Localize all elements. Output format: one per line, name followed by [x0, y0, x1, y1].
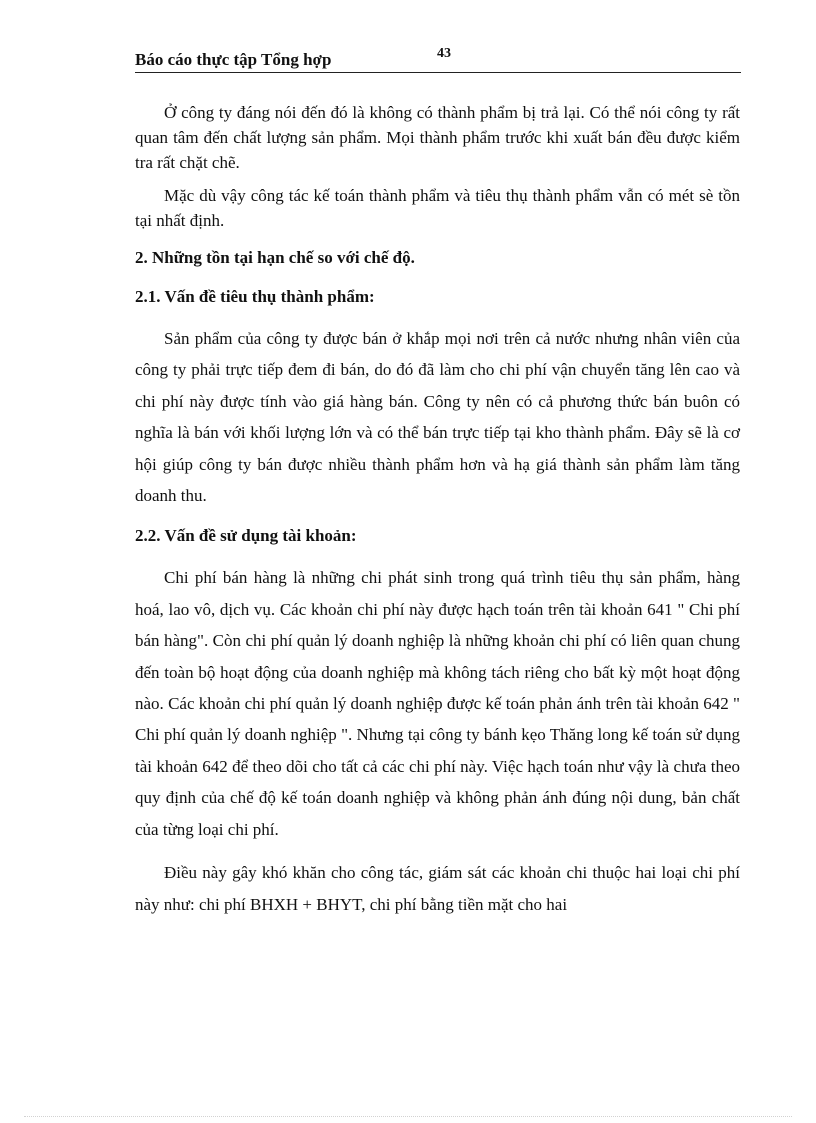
paragraph-account-usage: Chi phí bán hàng là những chi phát sinh trong quá trình tiêu thụ sản phẩm, hàng hoá, lao vô, dịch vụ. Các khoản chi phí này được hạch toán trên tài khoản 641 " Chi phí bán hàng". Còn chi phí quản lý doanh nghiệp là những khoản chi phí có liên quan chung đến toàn bộ hoạt động của doanh nghiệp mà không tách riêng cho bất kỳ một hoạt động nào. Các khoản chi phí quản lý doanh nghiệp được kế toán phản ánh trên tài khoản 642 " Chi phí quản lý doanh nghiệp ". Nhưng tại công ty bánh kẹo Thăng long kế toán sử dụng tài khoản 642 để theo dõi cho tất cả các chi phí này. Việc hạch toán như vậy là chưa theo quy định của chế độ kế toán doanh nghiệp và không phản ánh đúng nội dung, bản chất của từng loại chi phí.: [135, 568, 740, 839]
paragraph-difficulties: Điều này gây khó khăn cho công tác, giám sát các khoản chi thuộc hai loại chi phí này như: chi phí BHXH + BHYT, chi phí bằng tiền mặt cho hai: [135, 863, 740, 914]
paragraph-sales-issue: Sản phẩm của công ty được bán ở khắp mọi nơi trên cả nước nhưng nhân viên của công ty phải trực tiếp đem đi bán, do đó đã làm cho chi phí vận chuyển tăng lên cao và chi phí này được tính vào giá hàng bán. Công ty nên có cả phương thức bán buôn có nghĩa là bán với khối lượng lớn và có thể bán trực tiếp tại kho thành phẩm. Đây sẽ là cơ hội giúp công ty bán được nhiều thành phẩm hơn và hạ giá thành sản phẩm làm tăng doanh thu.: [135, 329, 740, 506]
report-title: Báo cáo thực tập Tổng hợp: [135, 50, 332, 69]
paragraph-no-returns: Ở công ty đáng nói đến đó là không có thành phẩm bị trả lại. Có thể nói công ty rất quan tâm đến chất lượng sản phẩm. Mọi thành phẩm trước khi xuất bán đều được kiểm tra rất chặt chẽ.: [135, 103, 740, 172]
paragraph-limitations: Mặc dù vậy công tác kế toán thành phẩm và tiêu thụ thành phẩm vẫn có mét sè tồn tại nhất định.: [135, 186, 740, 230]
page-bottom-border: [24, 1116, 792, 1117]
section-heading-2: 2. Những tồn tại hạn chế so với chế độ.: [135, 248, 415, 267]
section-heading-2-1: 2.1. Vấn đề tiêu thụ thành phẩm:: [135, 287, 375, 306]
page-number: 43: [437, 46, 451, 61]
document-body: [135, 100, 740, 920]
section-heading-2-2: 2.2. Vấn đề sử dụng tài khoản:: [135, 526, 357, 546]
page-header: [135, 48, 741, 73]
